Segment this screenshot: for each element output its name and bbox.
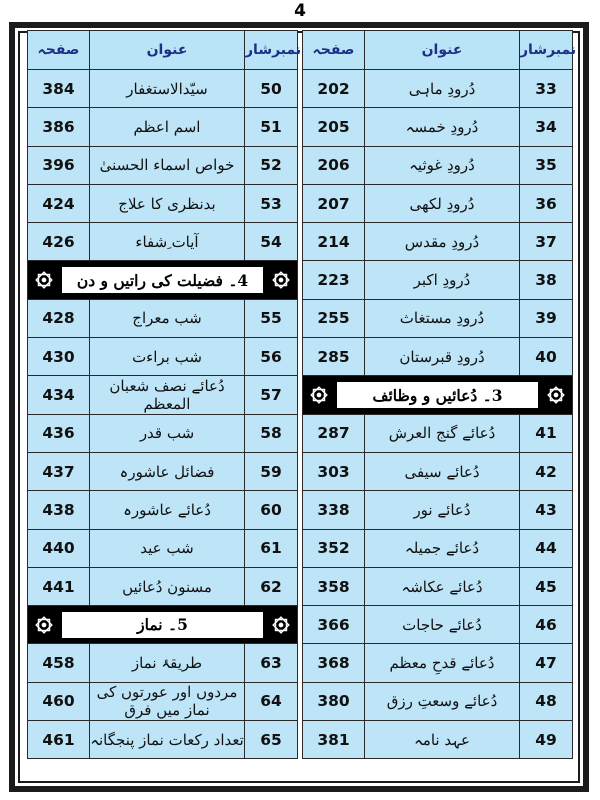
table-row bbox=[303, 606, 573, 644]
number-cell: 46 bbox=[520, 606, 573, 644]
table-row bbox=[28, 414, 298, 452]
page-cell: 206 bbox=[303, 146, 365, 184]
number-cell: 34 bbox=[520, 108, 573, 146]
page-cell: 285 bbox=[303, 338, 365, 376]
section-header-cell bbox=[303, 376, 573, 414]
number-cell: 52 bbox=[245, 146, 298, 184]
number-cell: 38 bbox=[520, 261, 573, 299]
table-row bbox=[28, 70, 298, 108]
title-cell: دُرودِ قبرستان bbox=[365, 338, 520, 376]
title-cell: دُرودِ مستغاث bbox=[365, 299, 520, 337]
number-cell: 61 bbox=[245, 529, 298, 567]
title-cell: شب براءت bbox=[90, 338, 245, 376]
title-cell: مردوں اور عورتوں کی نماز میں فرق bbox=[90, 682, 245, 720]
page-cell: 214 bbox=[303, 223, 365, 261]
title-cell: دُعائے عکاشہ bbox=[365, 567, 520, 605]
number-cell: 40 bbox=[520, 338, 573, 376]
table-row bbox=[303, 146, 573, 184]
right-toc-table bbox=[302, 30, 577, 759]
page-cell: 255 bbox=[303, 299, 365, 337]
table-row bbox=[303, 452, 573, 490]
title-cell: دُرودِ ماہی bbox=[365, 70, 520, 108]
page-cell: 434 bbox=[28, 376, 90, 414]
octagram-star-icon bbox=[544, 383, 568, 407]
table-row bbox=[303, 567, 573, 605]
table-row bbox=[28, 491, 298, 529]
table-row bbox=[28, 108, 298, 146]
title-cell: عہد نامہ bbox=[365, 721, 520, 759]
table-row bbox=[303, 261, 573, 299]
title-cell: اسم اعظم bbox=[90, 108, 245, 146]
title-cell: سیّدالاستغفار bbox=[90, 70, 245, 108]
table-row bbox=[303, 529, 573, 567]
page-cell: 303 bbox=[303, 452, 365, 490]
page-cell: 441 bbox=[28, 567, 90, 605]
page-cell: 440 bbox=[28, 529, 90, 567]
title-cell: مسنون دُعائیں bbox=[90, 567, 245, 605]
number-cell: 41 bbox=[520, 414, 573, 452]
table-row bbox=[28, 452, 298, 490]
table-row bbox=[303, 184, 573, 222]
header-number: نمبرشار bbox=[520, 31, 573, 70]
table-row bbox=[28, 644, 298, 682]
number-cell: 35 bbox=[520, 146, 573, 184]
page-cell: 458 bbox=[28, 644, 90, 682]
page-cell: 223 bbox=[303, 261, 365, 299]
number-cell: 44 bbox=[520, 529, 573, 567]
table-row bbox=[28, 376, 298, 414]
page-cell: 358 bbox=[303, 567, 365, 605]
table-header-row bbox=[28, 31, 298, 70]
page-cell: 381 bbox=[303, 721, 365, 759]
title-cell: آیات ِشفاء bbox=[90, 223, 245, 261]
page-cell: 205 bbox=[303, 108, 365, 146]
title-cell: شب معراج bbox=[90, 299, 245, 337]
number-cell: 59 bbox=[245, 452, 298, 490]
table-row bbox=[303, 491, 573, 529]
number-cell: 43 bbox=[520, 491, 573, 529]
title-cell: شب قدر bbox=[90, 414, 245, 452]
title-cell: دُعائے گنج العرش bbox=[365, 414, 520, 452]
title-cell: دُعائے حاجات bbox=[365, 606, 520, 644]
section-title: 4۔ فضیلت کی راتیں و دن bbox=[62, 267, 263, 293]
table-row bbox=[28, 146, 298, 184]
table-row bbox=[28, 567, 298, 605]
title-cell: طریقۂ نماز bbox=[90, 644, 245, 682]
title-cell: دُرودِ خمسہ bbox=[365, 108, 520, 146]
number-cell: 63 bbox=[245, 644, 298, 682]
page-cell: 207 bbox=[303, 184, 365, 222]
page-cell: 436 bbox=[28, 414, 90, 452]
title-cell: دُرودِ مقدس bbox=[365, 223, 520, 261]
table-row bbox=[28, 184, 298, 222]
page-cell: 460 bbox=[28, 682, 90, 720]
table-row bbox=[28, 299, 298, 337]
title-cell: فضائل عاشورہ bbox=[90, 452, 245, 490]
octagram-star-icon bbox=[32, 613, 56, 637]
page-cell: 437 bbox=[28, 452, 90, 490]
title-cell: دُعائے نصف شعبان المعظم bbox=[90, 376, 245, 414]
number-cell: 50 bbox=[245, 70, 298, 108]
number-cell: 64 bbox=[245, 682, 298, 720]
page-cell: 380 bbox=[303, 682, 365, 720]
header-title: عنوان bbox=[365, 31, 520, 70]
number-cell: 39 bbox=[520, 299, 573, 337]
page-cell: 428 bbox=[28, 299, 90, 337]
number-cell: 47 bbox=[520, 644, 573, 682]
section-header-row bbox=[303, 376, 573, 414]
title-cell: تعداد رکعات نماز پنجگانہ bbox=[90, 721, 245, 759]
number-cell: 55 bbox=[245, 299, 298, 337]
header-page: صفحہ bbox=[303, 31, 365, 70]
table-row bbox=[303, 70, 573, 108]
table-row bbox=[303, 414, 573, 452]
octagram-star-icon bbox=[269, 613, 293, 637]
number-cell: 54 bbox=[245, 223, 298, 261]
page-cell: 424 bbox=[28, 184, 90, 222]
title-cell: دُرودِ اکبر bbox=[365, 261, 520, 299]
number-cell: 45 bbox=[520, 567, 573, 605]
number-cell: 48 bbox=[520, 682, 573, 720]
title-cell: دُرودِ لکھی bbox=[365, 184, 520, 222]
page-cell: 461 bbox=[28, 721, 90, 759]
table-row bbox=[303, 338, 573, 376]
title-cell: دُعائے سیفی bbox=[365, 452, 520, 490]
number-cell: 51 bbox=[245, 108, 298, 146]
page-cell: 430 bbox=[28, 338, 90, 376]
title-cell: دُعائے قدحِ معظم bbox=[365, 644, 520, 682]
page-cell: 352 bbox=[303, 529, 365, 567]
title-cell: دُرودِ غوثیہ bbox=[365, 146, 520, 184]
table-row bbox=[28, 529, 298, 567]
title-cell: دُعائے جمیلہ bbox=[365, 529, 520, 567]
header-page: صفحہ bbox=[28, 31, 90, 70]
octagram-star-icon bbox=[307, 383, 331, 407]
number-cell: 53 bbox=[245, 184, 298, 222]
table-row bbox=[28, 721, 298, 759]
number-cell: 36 bbox=[520, 184, 573, 222]
table-row bbox=[303, 644, 573, 682]
title-cell: شب عید bbox=[90, 529, 245, 567]
octagram-star-icon bbox=[32, 268, 56, 292]
page-cell: 338 bbox=[303, 491, 365, 529]
left-toc-table bbox=[27, 30, 302, 759]
number-cell: 42 bbox=[520, 452, 573, 490]
section-header-row bbox=[28, 261, 298, 299]
page-number: 4 bbox=[294, 1, 306, 21]
table-row bbox=[303, 299, 573, 337]
section-title: 5۔ نماز bbox=[62, 612, 263, 638]
number-cell: 33 bbox=[520, 70, 573, 108]
title-cell: خواص اسماء الحسنیٰ bbox=[90, 146, 245, 184]
section-title: 3۔ دُعائیں و وظائف bbox=[337, 382, 538, 408]
page-cell: 287 bbox=[303, 414, 365, 452]
page-cell: 396 bbox=[28, 146, 90, 184]
page-cell: 438 bbox=[28, 491, 90, 529]
section-header-cell bbox=[28, 606, 298, 644]
page-cell: 368 bbox=[303, 644, 365, 682]
number-cell: 57 bbox=[245, 376, 298, 414]
table-row bbox=[303, 721, 573, 759]
number-cell: 65 bbox=[245, 721, 298, 759]
table-row bbox=[28, 682, 298, 720]
title-cell: دُعائے وسعتِ رزق bbox=[365, 682, 520, 720]
title-cell: بدنظری کا علاج bbox=[90, 184, 245, 222]
title-cell: دُعائے عاشورہ bbox=[90, 491, 245, 529]
table-row bbox=[303, 682, 573, 720]
header-number: نمبرشار bbox=[245, 31, 298, 70]
number-cell: 49 bbox=[520, 721, 573, 759]
number-cell: 58 bbox=[245, 414, 298, 452]
number-cell: 60 bbox=[245, 491, 298, 529]
page-cell: 366 bbox=[303, 606, 365, 644]
table-header-row bbox=[303, 31, 573, 70]
table-row bbox=[28, 338, 298, 376]
number-cell: 56 bbox=[245, 338, 298, 376]
table-row bbox=[303, 223, 573, 261]
title-cell: دُعائے نور bbox=[365, 491, 520, 529]
header-title: عنوان bbox=[90, 31, 245, 70]
number-cell: 37 bbox=[520, 223, 573, 261]
section-header-cell bbox=[28, 261, 298, 299]
page-cell: 386 bbox=[28, 108, 90, 146]
octagram-star-icon bbox=[269, 268, 293, 292]
page-cell: 384 bbox=[28, 70, 90, 108]
number-cell: 62 bbox=[245, 567, 298, 605]
table-row bbox=[28, 223, 298, 261]
section-header-row bbox=[28, 606, 298, 644]
page-cell: 426 bbox=[28, 223, 90, 261]
table-row bbox=[303, 108, 573, 146]
page-cell: 202 bbox=[303, 70, 365, 108]
